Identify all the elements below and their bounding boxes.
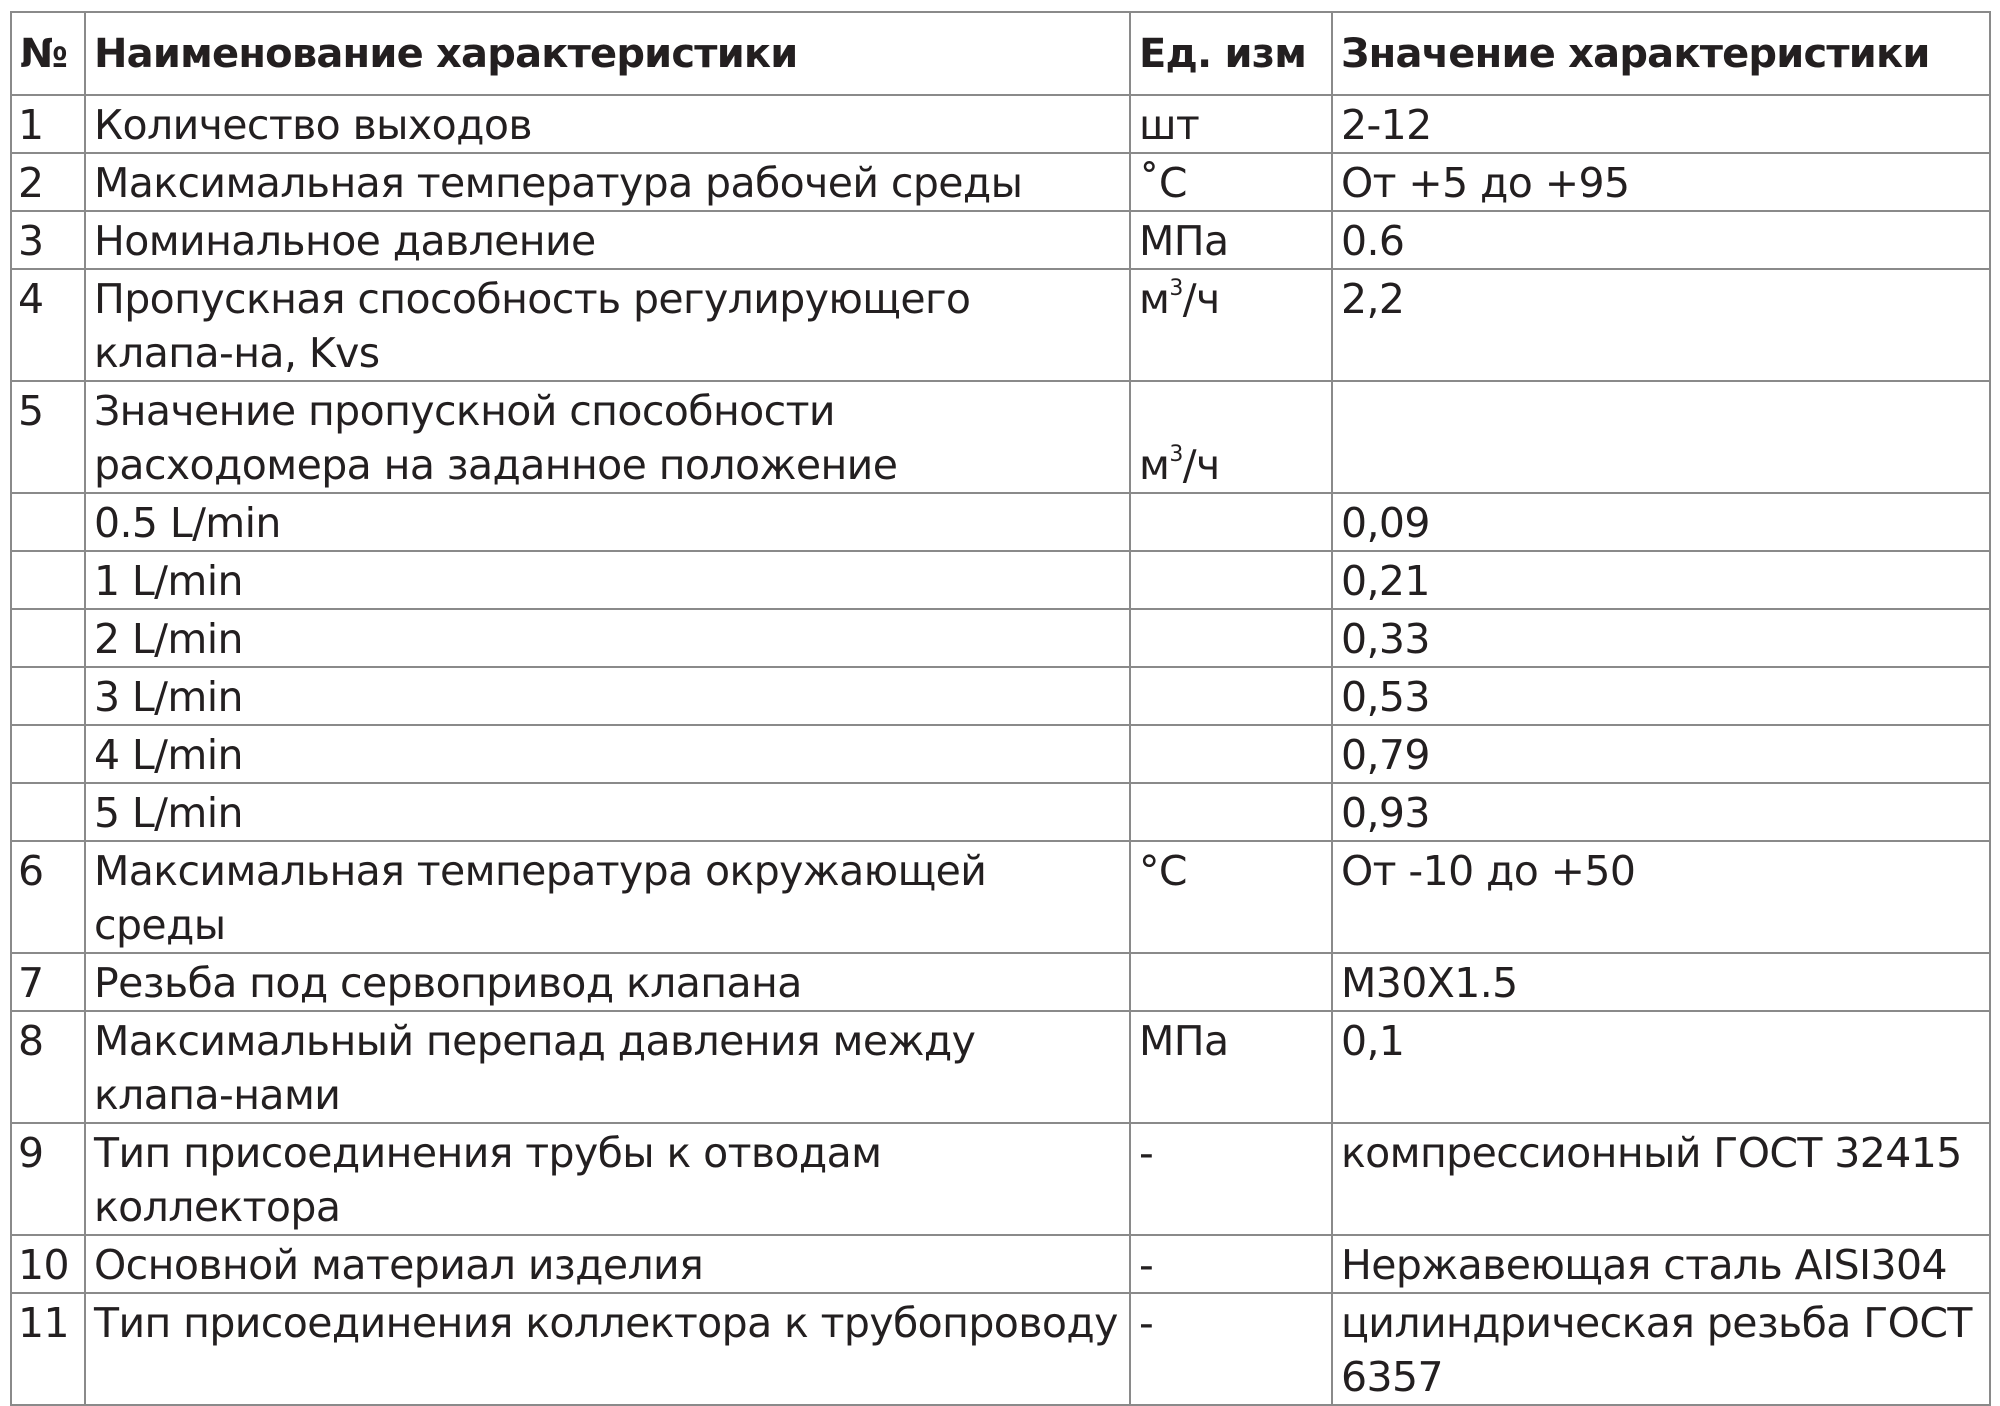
- row-unit: [1130, 783, 1332, 841]
- table-row: [11, 1235, 1990, 1293]
- row-number: [11, 725, 85, 783]
- table-row: [11, 493, 1990, 551]
- row-number: [11, 551, 85, 609]
- row-unit: [1130, 493, 1332, 551]
- unit-base: м: [1139, 275, 1170, 323]
- header-value: Значение характеристики: [1332, 12, 1990, 95]
- row-name: Номинальное давление: [85, 211, 1130, 269]
- row-name: Тип присоединения трубы к отводам коллектора: [85, 1123, 1130, 1235]
- row-value: 0,09: [1332, 493, 1990, 551]
- table-row: [11, 95, 1990, 153]
- row-name: Основной материал изделия: [85, 1235, 1130, 1293]
- row-unit: [1130, 667, 1332, 725]
- row-number: 2: [11, 153, 85, 211]
- row-unit: [1130, 269, 1332, 381]
- row-number: [11, 783, 85, 841]
- row-number: 3: [11, 211, 85, 269]
- row-number: 9: [11, 1123, 85, 1235]
- row-name: Максимальный перепад давления между клапа-нами: [85, 1011, 1130, 1123]
- row-number: 1: [11, 95, 85, 153]
- table-row: [11, 153, 1990, 211]
- row-number: [11, 493, 85, 551]
- row-name: Пропускная способность регулирующего клапа-на, Kvs: [85, 269, 1130, 381]
- unit-superscript: 3: [1169, 442, 1183, 467]
- row-name: 3 L/min: [85, 667, 1130, 725]
- row-name: Резьба под сервопривод клапана: [85, 953, 1130, 1011]
- table-row: [11, 211, 1990, 269]
- table-row: [11, 1293, 1990, 1405]
- row-unit: [1130, 609, 1332, 667]
- table-row: [11, 725, 1990, 783]
- row-number: [11, 609, 85, 667]
- row-name: 2 L/min: [85, 609, 1130, 667]
- table-row: [11, 609, 1990, 667]
- row-value: М30Х1.5: [1332, 953, 1990, 1011]
- row-number: 4: [11, 269, 85, 381]
- row-value: От +5 до +95: [1332, 153, 1990, 211]
- row-number: 6: [11, 841, 85, 953]
- row-unit: [1130, 725, 1332, 783]
- row-number: 10: [11, 1235, 85, 1293]
- row-name: Максимальная температура рабочей среды: [85, 153, 1130, 211]
- row-value: От -10 до +50: [1332, 841, 1990, 953]
- row-value: 0.6: [1332, 211, 1990, 269]
- table-row: [11, 953, 1990, 1011]
- table-row: [11, 783, 1990, 841]
- row-unit: °С: [1130, 841, 1332, 953]
- header-name: Наименование характеристики: [85, 12, 1130, 95]
- table-row: [11, 841, 1990, 953]
- table-row: [11, 269, 1990, 381]
- row-unit: -: [1130, 1123, 1332, 1235]
- row-unit: ˚С: [1130, 153, 1332, 211]
- unit-rest: /ч: [1182, 441, 1220, 489]
- table-row: [11, 667, 1990, 725]
- row-name: Тип присоединения коллектора к трубопроводу: [85, 1293, 1130, 1405]
- row-number: [11, 667, 85, 725]
- row-value: 0,21: [1332, 551, 1990, 609]
- row-value: 0,53: [1332, 667, 1990, 725]
- row-value: 0,93: [1332, 783, 1990, 841]
- unit-superscript: 3: [1169, 276, 1183, 301]
- row-name: 0.5 L/min: [85, 493, 1130, 551]
- table-header-row: [11, 12, 1990, 95]
- row-value: цилиндрическая резьба ГОСТ 6357: [1332, 1293, 1990, 1405]
- table-row: [11, 381, 1990, 493]
- row-value: [1332, 381, 1990, 493]
- row-number: 8: [11, 1011, 85, 1123]
- table-row: [11, 551, 1990, 609]
- row-name: Максимальная температура окружающей среды: [85, 841, 1130, 953]
- row-value: 2,2: [1332, 269, 1990, 381]
- row-unit: МПа: [1130, 1011, 1332, 1123]
- table-row: [11, 1011, 1990, 1123]
- row-value: 0,1: [1332, 1011, 1990, 1123]
- row-number: 5: [11, 381, 85, 493]
- row-unit: [1130, 551, 1332, 609]
- row-unit: -: [1130, 1235, 1332, 1293]
- row-name: Количество выходов: [85, 95, 1130, 153]
- row-value: компрессионный ГОСТ 32415: [1332, 1123, 1990, 1235]
- row-value: 0,79: [1332, 725, 1990, 783]
- row-name: Значение пропускной способности расходомера на заданное положение: [85, 381, 1130, 493]
- characteristics-table: [10, 11, 1991, 1406]
- header-number: №: [11, 12, 85, 95]
- header-unit: Ед. изм: [1130, 12, 1332, 95]
- row-number: 11: [11, 1293, 85, 1405]
- row-unit: -: [1130, 1293, 1332, 1405]
- row-unit: [1130, 381, 1332, 493]
- row-unit: [1130, 953, 1332, 1011]
- unit-base: м: [1139, 441, 1170, 489]
- row-value: Нержавеющая сталь AISI304: [1332, 1235, 1990, 1293]
- row-value: 2-12: [1332, 95, 1990, 153]
- row-unit: шт: [1130, 95, 1332, 153]
- table-row: [11, 1123, 1990, 1235]
- row-value: 0,33: [1332, 609, 1990, 667]
- row-unit: МПа: [1130, 211, 1332, 269]
- row-name: 1 L/min: [85, 551, 1130, 609]
- unit-rest: /ч: [1182, 275, 1220, 323]
- row-name: 5 L/min: [85, 783, 1130, 841]
- row-name: 4 L/min: [85, 725, 1130, 783]
- row-number: 7: [11, 953, 85, 1011]
